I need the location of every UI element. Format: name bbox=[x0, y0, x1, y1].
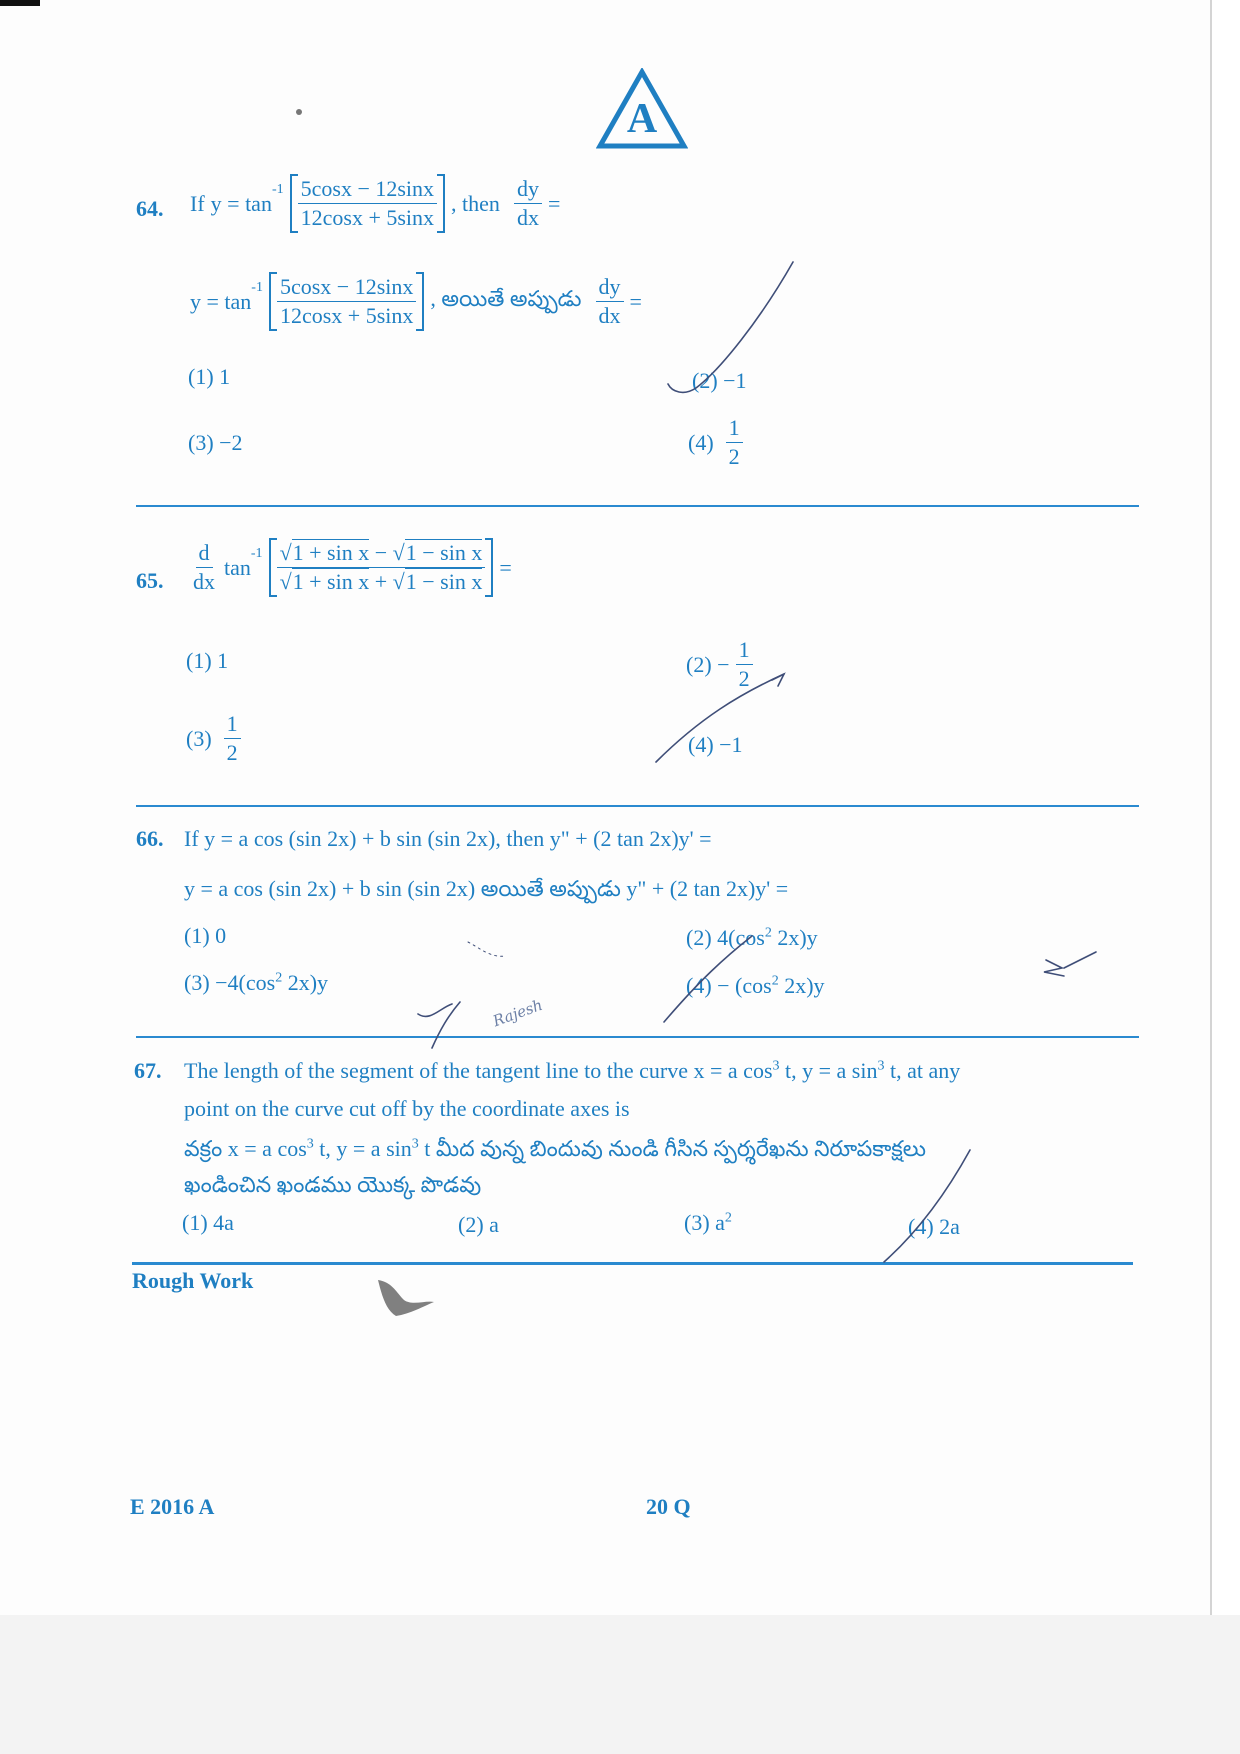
q67-english-line-2: point on the curve cut off by the coordinate axes is bbox=[184, 1096, 630, 1121]
q64-lhs: y = tan bbox=[210, 190, 272, 216]
q64-option-1: (1) 1 bbox=[188, 364, 231, 389]
q67-option-3: (3) $a^2$ bbox=[684, 1210, 732, 1235]
q64-then: , then bbox=[451, 190, 500, 216]
q65-expression: $\frac{d}{dx}$ tan $^{-1}$ $\frac{\text{√1 + sin x − √1 − sin x}}{\text{√1 + sin x + √1 − sin x}}$ = bbox=[190, 538, 512, 597]
q66-option-1: (1) 0 bbox=[184, 923, 227, 948]
q64-number: 64. bbox=[136, 196, 164, 221]
badge-letter: A bbox=[626, 96, 658, 142]
q66-telugu: y = a cos (sin 2x) + b sin (sin 2x) అయితే అప్పుడు y" + (2 tan 2x)y' = bbox=[184, 876, 789, 901]
q64-if: If bbox=[190, 190, 205, 216]
q66-number: 66. bbox=[136, 826, 164, 851]
q66-option-4: $(4) - (\cos^2$ 2x)y bbox=[686, 973, 825, 998]
q67-number: 67. bbox=[134, 1058, 162, 1083]
q65-option-4: (4) −1 bbox=[688, 732, 743, 757]
separator bbox=[136, 505, 1139, 507]
q67-english-line-1: The length of the segment of the tangent line to the curve x = a $\cos^3 t$, y = a $\sin^3 t$, at any bbox=[184, 1058, 961, 1083]
margin-scribble bbox=[418, 1002, 460, 1048]
rough-work-label: Rough Work bbox=[132, 1268, 254, 1293]
q66-option-2: (2) $4(\cos^2$ 2x)y bbox=[686, 925, 818, 950]
q64-telugu: y = tan $^{-1}$ $\frac{5\cos x - 12\sin x}{12\cos x + 5\sin x}$ , అయితే అప్పుడు $\frac{dy}{dx}$ = bbox=[190, 272, 642, 331]
separator bbox=[136, 805, 1139, 807]
separator bbox=[132, 1262, 1133, 1265]
q67-option-1: (1) 4a bbox=[182, 1210, 234, 1235]
q66-english: If y = a cos (sin 2x) + b sin (sin 2x), then y" + (2 tan 2x)y' = bbox=[184, 826, 712, 851]
q64-denominator: 12cosx + 5sinx bbox=[300, 205, 435, 231]
booklet-series-badge bbox=[596, 68, 688, 150]
q65-option-2: (2) − $\frac{1}{2}$ bbox=[686, 638, 753, 691]
q64-inv: -1 bbox=[271, 182, 284, 197]
q67-option-4: (4) 2a bbox=[908, 1214, 960, 1239]
footer-code: E 2016 A bbox=[130, 1494, 215, 1519]
margin-scribble bbox=[1044, 952, 1096, 976]
q65-number: 65. bbox=[136, 568, 164, 593]
scan-background bbox=[0, 1615, 1240, 1754]
q64-bracket bbox=[290, 174, 445, 233]
q67-option-2: (2) a bbox=[458, 1212, 499, 1237]
footer-page-number: 20 Q bbox=[646, 1494, 691, 1519]
handwritten-signature: Rajesh bbox=[490, 995, 545, 1031]
q66-option-3: $(3) -4(\cos^2$ 2x)y bbox=[184, 970, 329, 995]
scan-edge-mark bbox=[0, 0, 40, 6]
q65-option-3: (3) $\frac{1}{2}$ bbox=[186, 712, 241, 765]
q64-numerator: 5cosx − 12sinx bbox=[298, 177, 437, 204]
margin-scribble bbox=[468, 942, 506, 956]
q65-option-1: (1) 1 bbox=[186, 648, 229, 673]
q67-telugu-line-1: వక్రం x = a $\cos^3 t$, y = a $\sin^3 t$ మీద వున్న బిందువు నుండి గీసిన స్పర్శరేఖను నిరూపకాక్షలు bbox=[184, 1136, 926, 1161]
q64-option-2: (2) −1 bbox=[692, 368, 747, 393]
ink-smudge bbox=[378, 1280, 434, 1316]
q64-telugu-then: , అయితే అప్పుడు bbox=[430, 286, 582, 312]
q67-telugu-line-2: ఖండించిన ఖండము యొక్క పొడవు bbox=[184, 1172, 482, 1197]
separator bbox=[136, 1036, 1139, 1038]
q64-option-3: (3) −2 bbox=[188, 430, 243, 455]
scan-speck bbox=[296, 109, 302, 115]
q64-english: If y = tan $^{-1}$ $\frac{5\cos x - 12\sin x}{12\cos x + 5\sin x}$ , then $\frac{dy}{dx}$ = bbox=[190, 174, 560, 233]
q64-option-4: (4) $\frac{1}{2}$ bbox=[688, 416, 743, 469]
